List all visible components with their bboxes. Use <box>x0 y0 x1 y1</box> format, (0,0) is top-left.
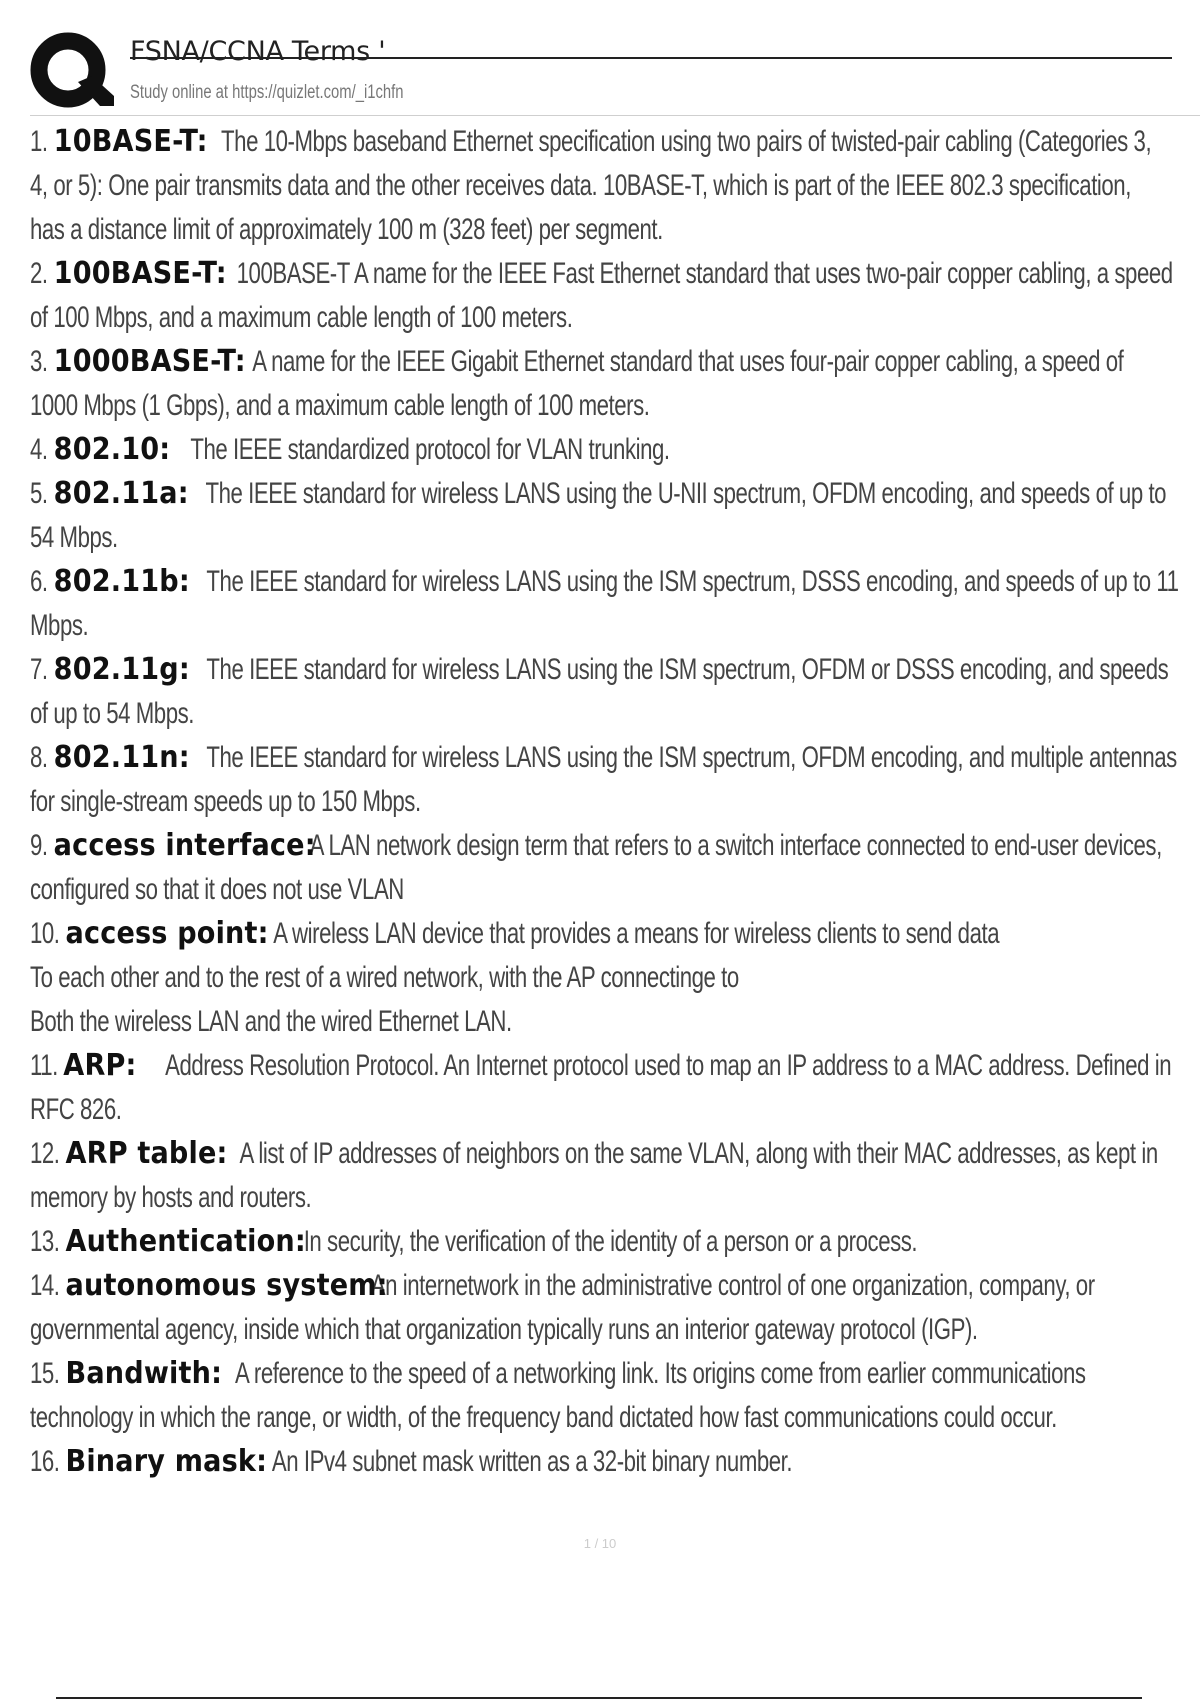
term-name: 10BASE-T: <box>53 124 208 159</box>
term-item <box>30 1220 1200 1264</box>
term-item <box>30 1132 1200 1220</box>
term-number: 5. <box>30 477 48 510</box>
term-item <box>30 824 1200 912</box>
term-definition: A wireless LAN device that provides a means for wireless clients to send data <box>273 917 1000 950</box>
term-definition: 4, or 5): One pair transmits data and the other receives data. 10BASE-T, which is part of the IEEE 802.3 specification, <box>30 169 1131 202</box>
term-definition: 100BASE-T A name for the IEEE Fast Ethernet standard that uses two-pair copper cabling, a speed <box>236 257 1173 290</box>
header-divider <box>30 115 1200 116</box>
term-definition: The IEEE standard for wireless LANS using the ISM spectrum, OFDM or DSSS encoding, and speeds <box>206 653 1169 686</box>
term-definition: A LAN network design term that refers to a switch interface connected to end-user devices, <box>309 829 1162 862</box>
term-number: 7. <box>30 653 48 686</box>
term-item <box>30 1440 1200 1484</box>
term-line <box>30 340 1199 384</box>
term-item <box>30 1044 1200 1132</box>
term-definition: Address Resolution Protocol. An Internet protocol used to map an IP address to a MAC address. Defined in <box>165 1049 1172 1082</box>
term-line <box>30 868 1199 912</box>
term-item <box>30 1264 1200 1352</box>
term-number: 10. <box>30 917 60 950</box>
term-number: 16. <box>30 1445 60 1478</box>
term-definition: of up to 54 Mbps. <box>30 697 195 730</box>
term-line <box>30 1044 1199 1088</box>
term-definition: The IEEE standard for wireless LANS using the ISM spectrum, OFDM encoding, and multiple antennas <box>206 741 1177 774</box>
term-definition: The 10-Mbps baseband Ethernet specification using two pairs of twisted-pair cabling (Categories 3, <box>221 125 1152 158</box>
term-number: 15. <box>30 1357 60 1390</box>
term-line <box>30 1132 1199 1176</box>
term-item <box>30 560 1200 648</box>
term-name: 802.10: <box>53 432 170 467</box>
term-definition: governmental agency, inside which that organization typically runs an interior gateway protocol (IGP). <box>30 1313 978 1346</box>
term-line <box>30 1220 1199 1264</box>
term-item <box>30 472 1200 560</box>
terms-list <box>30 120 1200 1484</box>
term-definition: technology in which the range, or width, of the frequency band dictated how fast communications could occur. <box>30 1401 1057 1434</box>
term-name: Authentication: <box>65 1224 306 1259</box>
term-definition: configured so that it does not use VLAN <box>30 873 404 906</box>
term-line <box>30 1176 1199 1220</box>
term-definition: A name for the IEEE Gigabit Ethernet standard that uses four-pair copper cabling, a speed of <box>252 345 1124 378</box>
page-number: 1 / 10 <box>583 1536 617 1551</box>
term-line <box>30 912 1199 956</box>
term-name: access point: <box>65 916 269 951</box>
term-number: 8. <box>30 741 48 774</box>
term-number: 14. <box>30 1269 60 1302</box>
term-line <box>30 252 1199 296</box>
term-item <box>30 912 1200 1044</box>
page-header <box>30 28 1200 113</box>
term-definition: An IPv4 subnet mask written as a 32-bit binary number. <box>271 1445 793 1478</box>
term-definition: An internetwork in the administrative control of one organization, company, or <box>370 1269 1095 1302</box>
term-line <box>30 208 1199 252</box>
term-item <box>30 648 1200 736</box>
term-item <box>30 736 1200 824</box>
term-line <box>30 296 1199 340</box>
term-number: 4. <box>30 433 48 466</box>
term-line <box>30 560 1199 604</box>
term-line <box>30 648 1199 692</box>
term-line <box>30 692 1199 736</box>
term-number: 2. <box>30 257 48 290</box>
term-definition: A reference to the speed of a networking link. Its origins come from earlier communications <box>235 1357 1086 1390</box>
term-name: 802.11b: <box>53 564 190 599</box>
term-item <box>30 428 1200 472</box>
term-definition: The IEEE standard for wireless LANS using the ISM spectrum, DSSS encoding, and speeds of up to 11 <box>206 565 1179 598</box>
term-line <box>30 604 1199 648</box>
term-item <box>30 340 1200 428</box>
term-line <box>30 164 1199 208</box>
term-number: 6. <box>30 565 48 598</box>
term-line <box>30 1352 1199 1396</box>
term-definition: In security, the verification of the identity of a person or a process. <box>303 1225 918 1258</box>
term-definition: has a distance limit of approximately 100 m (328 feet) per segment. <box>30 213 663 246</box>
term-definition: 54 Mbps. <box>30 521 118 554</box>
term-definition: memory by hosts and routers. <box>30 1181 312 1214</box>
term-name: ARP table: <box>65 1136 228 1171</box>
term-name: access interface: <box>53 828 316 863</box>
term-number: 12. <box>30 1137 60 1170</box>
term-line <box>30 428 1199 472</box>
term-line <box>30 736 1199 780</box>
term-name: Binary mask: <box>65 1444 267 1479</box>
term-line <box>30 516 1199 560</box>
term-line <box>30 1308 1199 1352</box>
term-definition: for single-stream speeds up to 150 Mbps. <box>30 785 421 818</box>
term-definition: Both the wireless LAN and the wired Ethernet LAN. <box>30 1005 512 1038</box>
term-definition: To each other and to the rest of a wired network, with the AP connectinge to <box>30 961 739 994</box>
term-definition: The IEEE standardized protocol for VLAN trunking. <box>190 433 670 466</box>
term-definition: RFC 826. <box>30 1093 122 1126</box>
term-number: 9. <box>30 829 48 862</box>
term-name: 100BASE-T: <box>53 256 227 291</box>
footer-divider <box>56 1697 1142 1699</box>
term-definition: The IEEE standard for wireless LANS using the U-NII spectrum, OFDM encoding, and speeds of up to <box>205 477 1167 510</box>
term-line <box>30 1000 1199 1044</box>
term-line <box>30 472 1199 516</box>
term-name: autonomous system: <box>65 1268 388 1303</box>
term-name: 802.11n: <box>53 740 190 775</box>
quizlet-logo-icon <box>30 32 114 116</box>
term-definition: 1000 Mbps (1 Gbps), and a maximum cable length of 100 meters. <box>30 389 650 422</box>
term-line <box>30 780 1199 824</box>
term-number: 13. <box>30 1225 60 1258</box>
term-name: Bandwith: <box>65 1356 222 1391</box>
study-online-link[interactable]: Study online at https://quizlet.com/_i1chfn <box>130 82 404 103</box>
term-number: 1. <box>30 125 48 158</box>
term-line <box>30 824 1199 868</box>
term-definition: Mbps. <box>30 609 89 642</box>
term-item <box>30 1352 1200 1440</box>
term-number: 3. <box>30 345 48 378</box>
term-name: 1000BASE-T: <box>53 344 246 379</box>
term-line <box>30 384 1199 428</box>
document-title: FSNA/CCNA Terms ' <box>130 36 386 67</box>
term-item <box>30 252 1200 340</box>
term-line <box>30 1396 1199 1440</box>
term-line <box>30 1440 1199 1484</box>
term-definition: of 100 Mbps, and a maximum cable length of 100 meters. <box>30 301 573 334</box>
term-number: 11. <box>30 1049 58 1082</box>
term-name: 802.11g: <box>53 652 190 687</box>
term-line <box>30 120 1199 164</box>
term-name: 802.11a: <box>53 476 189 511</box>
term-definition: A list of IP addresses of neighbors on the same VLAN, along with their MAC addresses, as kept in <box>239 1137 1158 1170</box>
term-line <box>30 1088 1199 1132</box>
term-line <box>30 956 1199 1000</box>
term-name: ARP: <box>63 1048 137 1083</box>
term-line <box>30 1264 1199 1308</box>
term-item <box>30 120 1200 252</box>
